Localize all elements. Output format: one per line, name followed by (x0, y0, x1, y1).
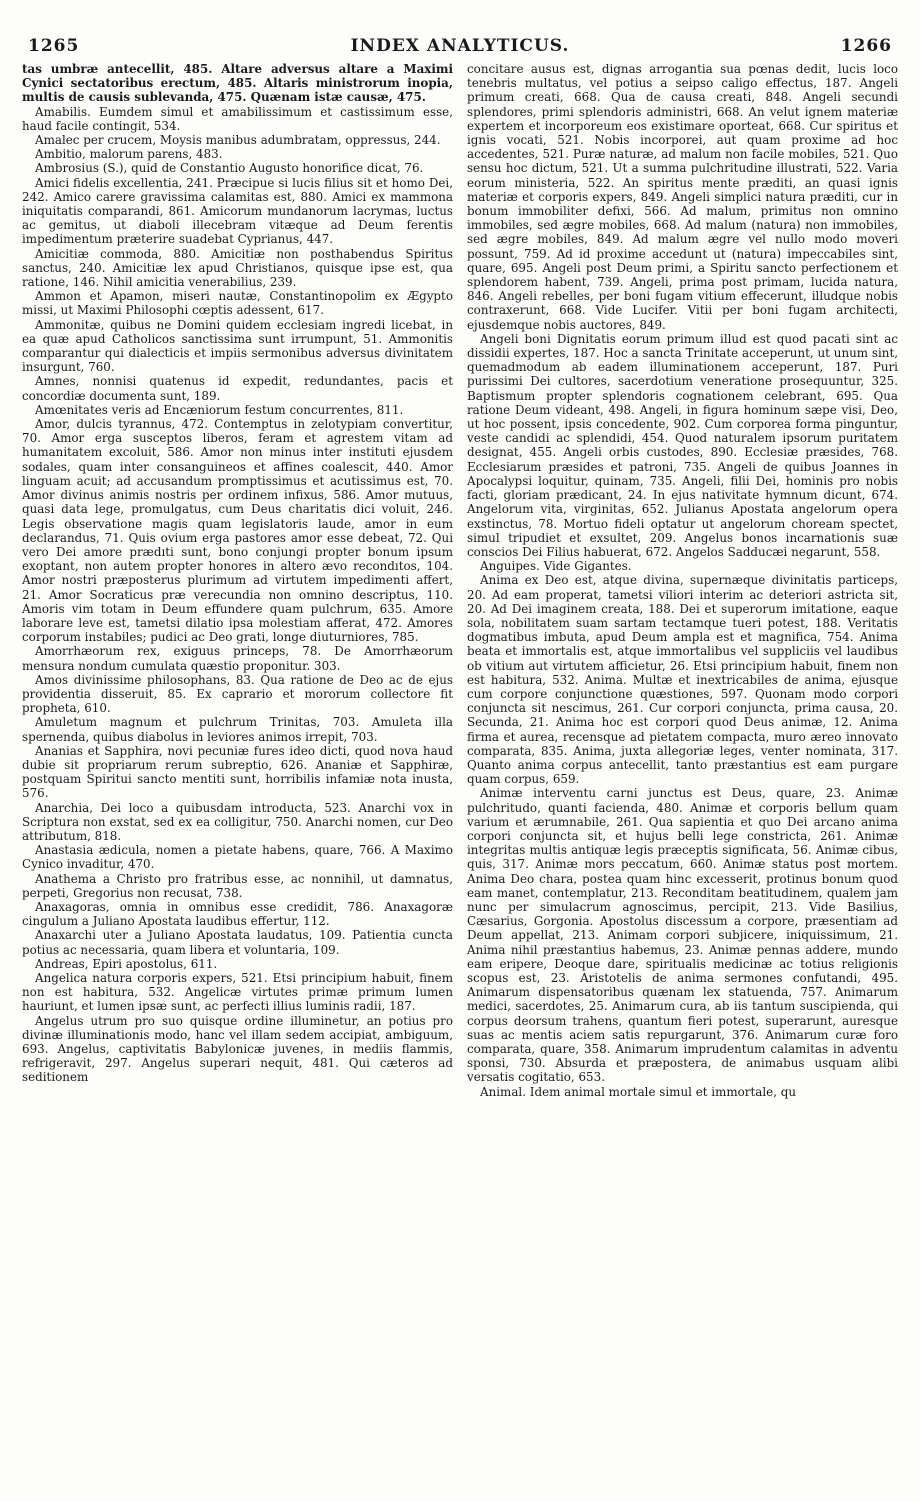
index-entry: Amabilis. Eumdem simul et amabilissimum et castissimum esse, haud facile contingit, 534. (22, 104, 453, 133)
right-page-number: 1266 (840, 36, 892, 56)
index-entry: Ananias et Sapphira, novi pecuniæ fures ideo dicti, quod nova haud dubie sit propriarum rerum subreptio, 626. Ananiæ et Sapphiræ, postquam Spiritui sancto mentiti sunt, horribilis infamiæ nota inusta, 576. (22, 743, 453, 801)
index-entry: Animæ interventu carni junctus est Deus, quare, 23. Animæ pulchritudo, quanti facienda, 480. Animæ et corporis bellum quam varium et ærumnabile, 261. Qua sapientia et quo Dei arcano anima corpori conjuncta sit, et hujus belli lege constricta, 261. Animæ integritas multis antiquæ legis præceptis significata, 56. Animæ cibus, quis, 317. Animæ mors peccatum, 660. Animæ status post mortem. Anima Deo chara, postea quam hinc excesserit, protinus bonum quod eam manet, contemplatur, 213. Reconditam beatitudinem, qualem jam nunc per simulacrum agnoscimus, percipit, 213. Vide Basilius, Cæsarius, Gorgonia. Apostolus discessum a corpore, præsentiam ad Deum appellat, 213. Animam corpori subjicere, iniquissimum, 21. Anima nihil præstantius habemus, 23. Animæ pennas addere, mundo eam eripere, Deoque dare, spiritualis medicinæ ac totius religionis scopus est, 23. Aristotelis de anima sermones confutandi, 495. Animarum dispensatoribus quænam lex statuenda, 757. Animarum medici, sacerdotes, 25. Animarum cura, ab iis tantum suscipienda, qui corpus deorsum trahens, quantum fieri potest, superarunt, auresque suas ac mentis aciem satis repurgarunt, 376. Animarum curæ foro comparata, quare, 358. Animarum imprudentum calamitas in adventu sponsi, 730. Absurda et præpostera, de animabus usquam alibi versatis cogitatio, 653. (467, 786, 898, 1085)
index-entry: Anima ex Deo est, atque divina, supernæque divinitatis particeps, 20. Ad eam properat, tametsi viliori interim ac deteriori astricta sit, 20. Ad Dei imaginem creata, 188. Dei et superorum imitatione, eaque sola, nobilitatem suam sartam tectamque tueri potest, 188. Veritatis dogmatibus imbuta, apud Deum ampla est et magnifica, 754. Anima beata et immortalis est, atque immortalibus vel suppliciis vel laudibus ob vitium aut virtutem afficietur, 26. Etsi principium habuit, finem non est habitura, 532. Anima. Multæ et inextricabiles de anima, ejusque cum corpore conjunctione quæstiones, 597. Quonam modo corpori conjuncta sit nescimus, 261. Cur corpori conjuncta, prima causa, 20. Secunda, 21. Anima hoc est corpori quod Deus animæ, 12. Anima firma et aurea, recensque ad pietatem compacta, muro æreo innovato comparata, 835. Anima, juxta allegoriæ leges, venter nominata, 317. Quanto anima corpus antecellit, tanto præstantius est eam purgare quam corpus, 659. (467, 573, 898, 787)
index-entry: Anarchia, Dei loco a quibusdam introducta, 523. Anarchi vox in Scriptura non exstat, sed ex ea colligitur, 750. Anarchi nomen, cur Deo attributum, 818. (22, 800, 453, 843)
index-entry: Ambitio, malorum parens, 483. (35, 147, 223, 162)
left-column (22, 62, 453, 1493)
index-entry: Anastasia ædicula, nomen a pietate habens, quare, 766. A Maximo Cynico invaditur, 470. (22, 843, 453, 872)
index-entry: Ambrosius (S.), quid de Constantio Augusto honorifice dicat, 76. (35, 161, 424, 176)
page-header (22, 28, 898, 60)
index-entry: Anaxarchi uter a Juliano Apostata laudatus, 109. Patientia cuncta potius ac necessaria, quam libera et voluntaria, 109. (22, 928, 453, 957)
index-entry: Amœnitates veris ad Encæniorum festum concurrentes, 811. (35, 402, 404, 417)
right-column (467, 62, 898, 1493)
index-entry: Andreas, Epiri apostolus, 611. (35, 956, 218, 971)
index-entry: Amorrhæorum rex, exiguus princeps, 78. De Amorrhæorum mensura nondum cumulata quæstio proponitur. 303. (22, 644, 453, 673)
index-entry: Anguipes. Vide Gigantes. (480, 559, 632, 574)
index-entry: concitare ausus est, dignas arrogantia sua pœnas dedit, lucis loco tenebris multatus, vel potius a seipso caligo effectus, 187. Angeli primum creati, 668. Qua de causa creati, 848. Angeli secundi splendores, primi splendoris administri, 668. An velut ignem materiæ expertem et incorporeum eos existimare oporteat, 668. Cur spiritus et ignis vocati, 521. Nobis incorporei, aut quam proxime ad hoc accedentes, 521. Puræ naturæ, ad malum non facile mobiles, 521. Quo sensu hoc dictum, 521. Ut a summa pulchritudine illustrati, 522. Varia eorum ministeria, 522. An spiritus mente præditi, an quasi ignis materiæ et corporis expers, 849. Angeli simplici natura præditi, cur in bonum immobiliter defixi, 566. Ad malum, primitus non omnino immobiles, sed ægre mobiles, 668. Ad malum (natura) non immobiles, sed ægre mobiles, 849. Ad malum ægre vel nullo modo moveri possunt, 759. Ad id proxime accedunt ut (natura) impeccabiles sint, quare, 695. Angeli post Deum primi, a Spiritu sancto perfectionem et splendorem habent, 739. Angeli, prima post primam, lucida natura, 846. Angeli rebelles, per boni fugam vitium effecerunt, illudque nobis contraxerunt, 668. Vide Lucifer. Vitii per boni fugam architecti, ejusdemque nobis auctores, 849. (467, 62, 898, 332)
left-page-number: 1265 (28, 36, 80, 56)
index-entry: Angelus utrum pro suo quisque ordine illuminetur, an potius pro divinæ illuminationis modo, hanc vel illam sedem accipiat, ambiguum, 693. Angelus, captivitatis Babylonicæ juvenes, in mediis flammis, refrigeravit, 297. Angelus superari nequit, 481. Qui cæteros ad seditionem (22, 1013, 453, 1085)
index-entry: Amalec per crucem, Moysis manibus adumbratam, oppressus, 244. (35, 133, 441, 148)
running-title: INDEX ANALYTICUS. (350, 36, 570, 56)
index-entry: Ammon et Apamon, miseri nautæ, Constantinopolim ex Ægypto missi, ut Maximi Philosophi cœptis adessent, 617. (22, 289, 453, 318)
index-entry: Ammonitæ, quibus ne Domini quidem ecclesiam ingredi licebat, in ea quæ apud Catholicos sanctissima sunt irrumpunt, 51. Ammonitis comparantur qui dialecticis et impiis sermonibus adversus divinitatem insurgunt, 760. (22, 317, 453, 375)
index-entry: Amor, dulcis tyrannus, 472. Contemptus in zelotypiam convertitur, 70. Amor erga susceptos liberos, feram et agrestem vitam ad humanitatem excoluit, 586. Amor non minus inter instituti ejusdem sodales, quam inter consanguineos et affines coalescit, 440. Amor linguam acuit; ad accusandum promptissimus et acutissimus est, 70. Amor divinus animis nostris per ordinem infixus, 586. Amor mutuus, quasi data lege, promulgatus, cum Deus charitatis dici voluit, 246. Legis observatione magis quam legislatoris laude, amor in eum declarandus, 71. Quis ovium erga pastores amor esse debeat, 72. Qui vero Dei amore prædıti sunt, bono conjungi propter bonum ipsum exoptant, non autem propter honores in altero ævo recondıtos, 104. Amor nostri præposterus plurimum ad virtutem impedimenti affert, 21. Amor Socraticus præ verecundia non omnino descriptus, 110. Amoris vim totam in Deum effundere quam pulchrum, 635. Amore laborare leve est, tametsi dilatio ipsa molestiam afferat, 472. Amores corporum instabiles; pudici ac Deo grati, longe diuturniores, 785. (22, 417, 453, 645)
index-entry: Amnes, nonnisi quatenus id expedit, redundantes, pacis et concordiæ documenta sunt, 189. (22, 374, 453, 403)
index-entry: Amos divinissime philosophans, 83. Qua ratione de Deo ac de ejus providentia disseruit, 85. Ex caprario et mororum collectore fit propheta, 610. (22, 672, 453, 716)
index-entry: Angeli boni Dignitatis eorum primum illud est quod pacati sint ac dissidii expertes, 187. Hoc a sancta Trinitate acceperunt, ut unum sint, quemadmodum ab eadem illuminationem acceperunt, 187. Puri purissimi Dei cultores, sacerdotium veneratione prosequuntur, 325. Baptismum propter splendoris cognationem celebrant, 695. Qua ratione Deum videant, 498. Angeli, in figura hominum sæpe visi, Deo, ut hoc possent, ipsis concedente, 902. Cum corporea forma pinguntur, veste candidi ac splendidi, 454. Quod naturalem ipsorum puritatem designat, 455. Angeli orbis custodes, 890. Ecclesiæ præsides, 768. Ecclesiarum præsides et patroni, 735. Angeli de quibus Joannes in Apocalypsi loquitur, quinam, 735. Angeli, filii Dei, hominis pro nobis facti, gloriam prædicant, 24. In ejus nativitate hymnum dicunt, 674. Angelorum vita, virginitas, 652. Julianus Apostata angelorum opera exstinctus, 78. Mortuo fideli optatur ut angelorum choream spectet, simul tripudiet et exsultet, 209. Angelus bonos incarnationis suæ conscios Dei Filius habuerat, 672. Angelos Sadducæi negarunt, 558. (467, 331, 898, 559)
index-entry: Amicitiæ commoda, 880. Amicitiæ non posthabendus Spiritus sanctus, 240. Amicitiæ lex apud Christianos, quisque ipse est, qua ratione, 146. Nihil amicitia venerabilius, 239. (22, 246, 453, 290)
index-entry: Angelica natura corporis expers, 521. Etsi principium habuit, finem non est habitura, 532. Angelicæ virtutes primæ primum lumen hauriunt, et lumen ipsæ sunt, ac perfecti illius luminis radii, 187. (22, 971, 453, 1014)
index-entry: tas umbræ antecellit, 485. Altare adversus altare a Maximi Cynici sectatoribus erectum, 485. Altaris ministrorum inopia, multis de causis sublevanda, 475. Quænam istæ causæ, 475. (22, 62, 453, 105)
index-entry: Amici fidelis excellentia, 241. Præcipue si lucis filius sit et homo Dei, 242. Amico carere gravissima calamitas est, 880. Amici ex mammona iniquitatis comparandi, 861. Amicorum mundanorum lacrymas, luctus ac gemitus, ut diaboli illecebram vitæque ad Deum ferentis impedimentum præterire suadebat Cyprianus, 447. (22, 175, 453, 247)
index-columns (22, 62, 898, 1493)
index-entry: Animal. Idem animal mortale simul et immortale, qu (480, 1084, 797, 1099)
index-entry: Amuletum magnum et pulchrum Trinitas, 703. Amuleta illa spernenda, quibus diabolus in leviores animos irrepit, 703. (22, 715, 453, 744)
index-entry: Anaxagoras, omnia in omnibus esse credidit, 786. Anaxagoræ cingulum a Juliano Apostata laudibus effertur, 112. (22, 899, 453, 929)
index-entry: Anathema a Christo pro fratribus esse, ac nonnihil, ut damnatus, perpeti, Gregorius non recusat, 738. (22, 871, 453, 900)
